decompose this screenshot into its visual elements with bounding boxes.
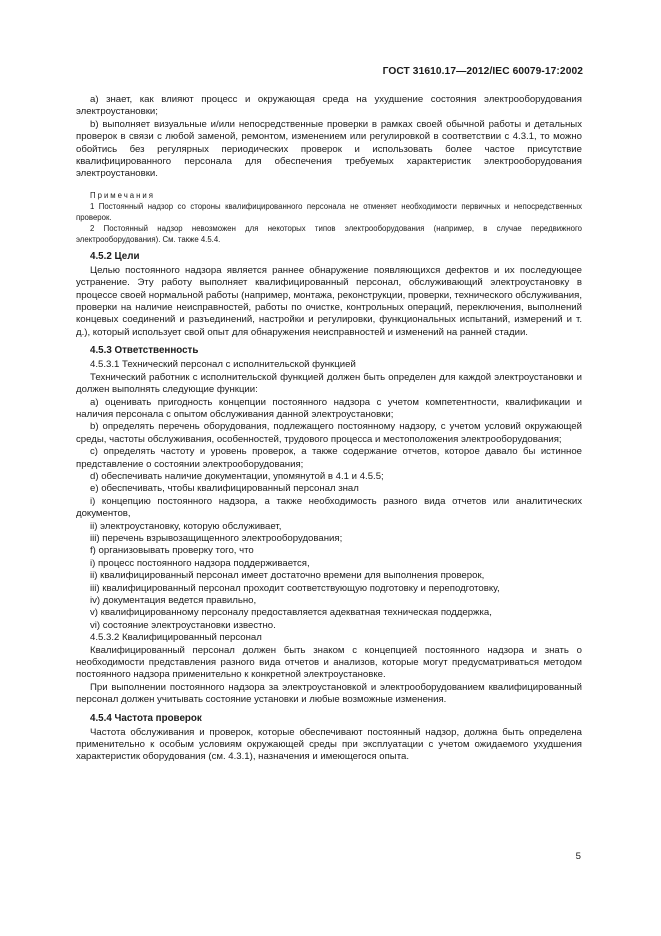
section-4-5-4-text: Частота обслуживания и проверок, которые обеспечивают постоянный надзор, должна быть определена применительно к особым условиям окружающей среды при эксплуатации с учетом ожидаемого ухудшения характеристик оборудования (см. 4.3.1), назначения и имеющегося опыта. (76, 726, 582, 763)
subsection-4-5-3-1-title: 4.5.3.1 Технический персонал с исполнительской функцией (90, 359, 356, 371)
list-item: i) процесс постоянного надзора поддерживается, (90, 557, 310, 569)
list-item: iii) перечень взрывозащищенного электрооборудования; (90, 532, 343, 544)
section-4-5-2-text: Целью постоянного надзора является раннее обнаружение появляющихся дефектов и их последующее устранение. Эту работу выполняет квалифицированный персонал, обслуживающий электроустановку в процессе своей нормальной работы (например, монтажа, реконструкции, проверки, технического обслуживания, проверки на наличие неисправностей, работы по очистке, контрольных операций, переключения, выполнений концевых соединений и разъединений, настройки и регулировки, функциональных испытаний, измерений и т. д.), который использует свой опыт для обнаружения неисправностей и изменений на ранней стадии. (76, 264, 582, 338)
list-item: b) определять перечень оборудования, подлежащего постоянному надзору, с учетом условий окружающей среды, частоты обслуживания, особенностей, трудового процесса и местоположения электрооборудования; (76, 421, 582, 445)
list-item: e) обеспечивать, чтобы квалифицированный персонал знал (90, 483, 359, 495)
notes-title: Примечания (90, 190, 156, 200)
list-item: iv) документация ведется правильно, (90, 595, 257, 606)
list-item: c) определять частоту и уровень проверок, а также содержание отчетов, которое давало бы истинное представление о состоянии электрооборудования; (76, 446, 582, 470)
section-heading-4-5-4: 4.5.4 Частота проверок (90, 712, 202, 724)
list-item: f) организовывать проверку того, что (90, 545, 254, 557)
section-heading-4-5-2: 4.5.2 Цели (90, 250, 140, 262)
list-item: a) оценивать пригодность концепции постоянного надзора с учетом компетентности, квалификации и наличия персонала с опытом обслуживания данной электроустановки; (76, 396, 582, 420)
list-item: iii) квалифицированный персонал проходит соответствующую подготовку и переподготовку, (90, 582, 500, 594)
list-item: ii) электроустановку, которую обслуживает, (90, 520, 282, 532)
page-number: 5 (575, 851, 581, 862)
document-header: ГОСТ 31610.17—2012/IEC 60079-17:2002 (382, 66, 583, 77)
list-item: i) концепцию постоянного надзора, а также необходимость разного вида отчетов или аналитических документов, (76, 495, 582, 520)
intro-item-b: b) выполняет визуальные и/или непосредственные проверки в рамках своей обычной работы и детальных проверок в связи с любой заменой, ремонтом, изменением или регулировкой в соответствии с 4.3.1, то можно обойтись без регулярных периодических проверок и использовать более частое присутствие квалифицированного персонала для обеспечения требуемых характеристик электрооборудования электроустановки. (76, 118, 582, 180)
note-2: 2 Постоянный надзор невозможен для некоторых типов электрооборудования (например, в случае передвижного электрооборудования). См. также 4.5.4. (76, 223, 582, 244)
subsection-4-5-3-2-para-2: При выполнении постоянного надзора за электроустановкой и электрооборудованием квалифицированный персонал должен учитывать состояние установки и любые возможные изменения. (76, 681, 582, 706)
page-content (76, 94, 582, 764)
note-1: 1 Постоянный надзор со стороны квалифицированного персонала не отменяет необходимости первичных и непосредственных проверок. (76, 201, 582, 222)
list-item: ii) квалифицированный персонал имеет достаточно времени для выполнения проверок, (90, 570, 485, 582)
list-item: v) квалифицированному персоналу предоставляется адекватная техническая поддержка, (90, 607, 492, 619)
list-item: vi) состояние электроустановки известно. (90, 619, 276, 631)
section-heading-4-5-3: 4.5.3 Ответственность (90, 345, 199, 357)
subsection-4-5-3-1-text: Технический работник с исполнительской функцией должен быть определен для каждой электроустановки и должен выполнять следующие функции: (76, 371, 582, 396)
list-item: d) обеспечивать наличие документации, упомянутой в 4.1 и 4.5.5; (90, 470, 384, 482)
subsection-4-5-3-2-title: 4.5.3.2 Квалифицированный персонал (90, 632, 262, 644)
intro-item-a: a) знает, как влияют процесс и окружающая среда на ухудшение состояния электрооборудования электроустановки; (76, 94, 582, 118)
subsection-4-5-3-2-para-1: Квалифицированный персонал должен быть знаком с концепцией постоянного надзора и знать о необходимости представления разного вида отчетов и анализов, которые могут предусматриваться методом постоянного надзора применительно к конкретной электроустановке. (76, 644, 582, 681)
